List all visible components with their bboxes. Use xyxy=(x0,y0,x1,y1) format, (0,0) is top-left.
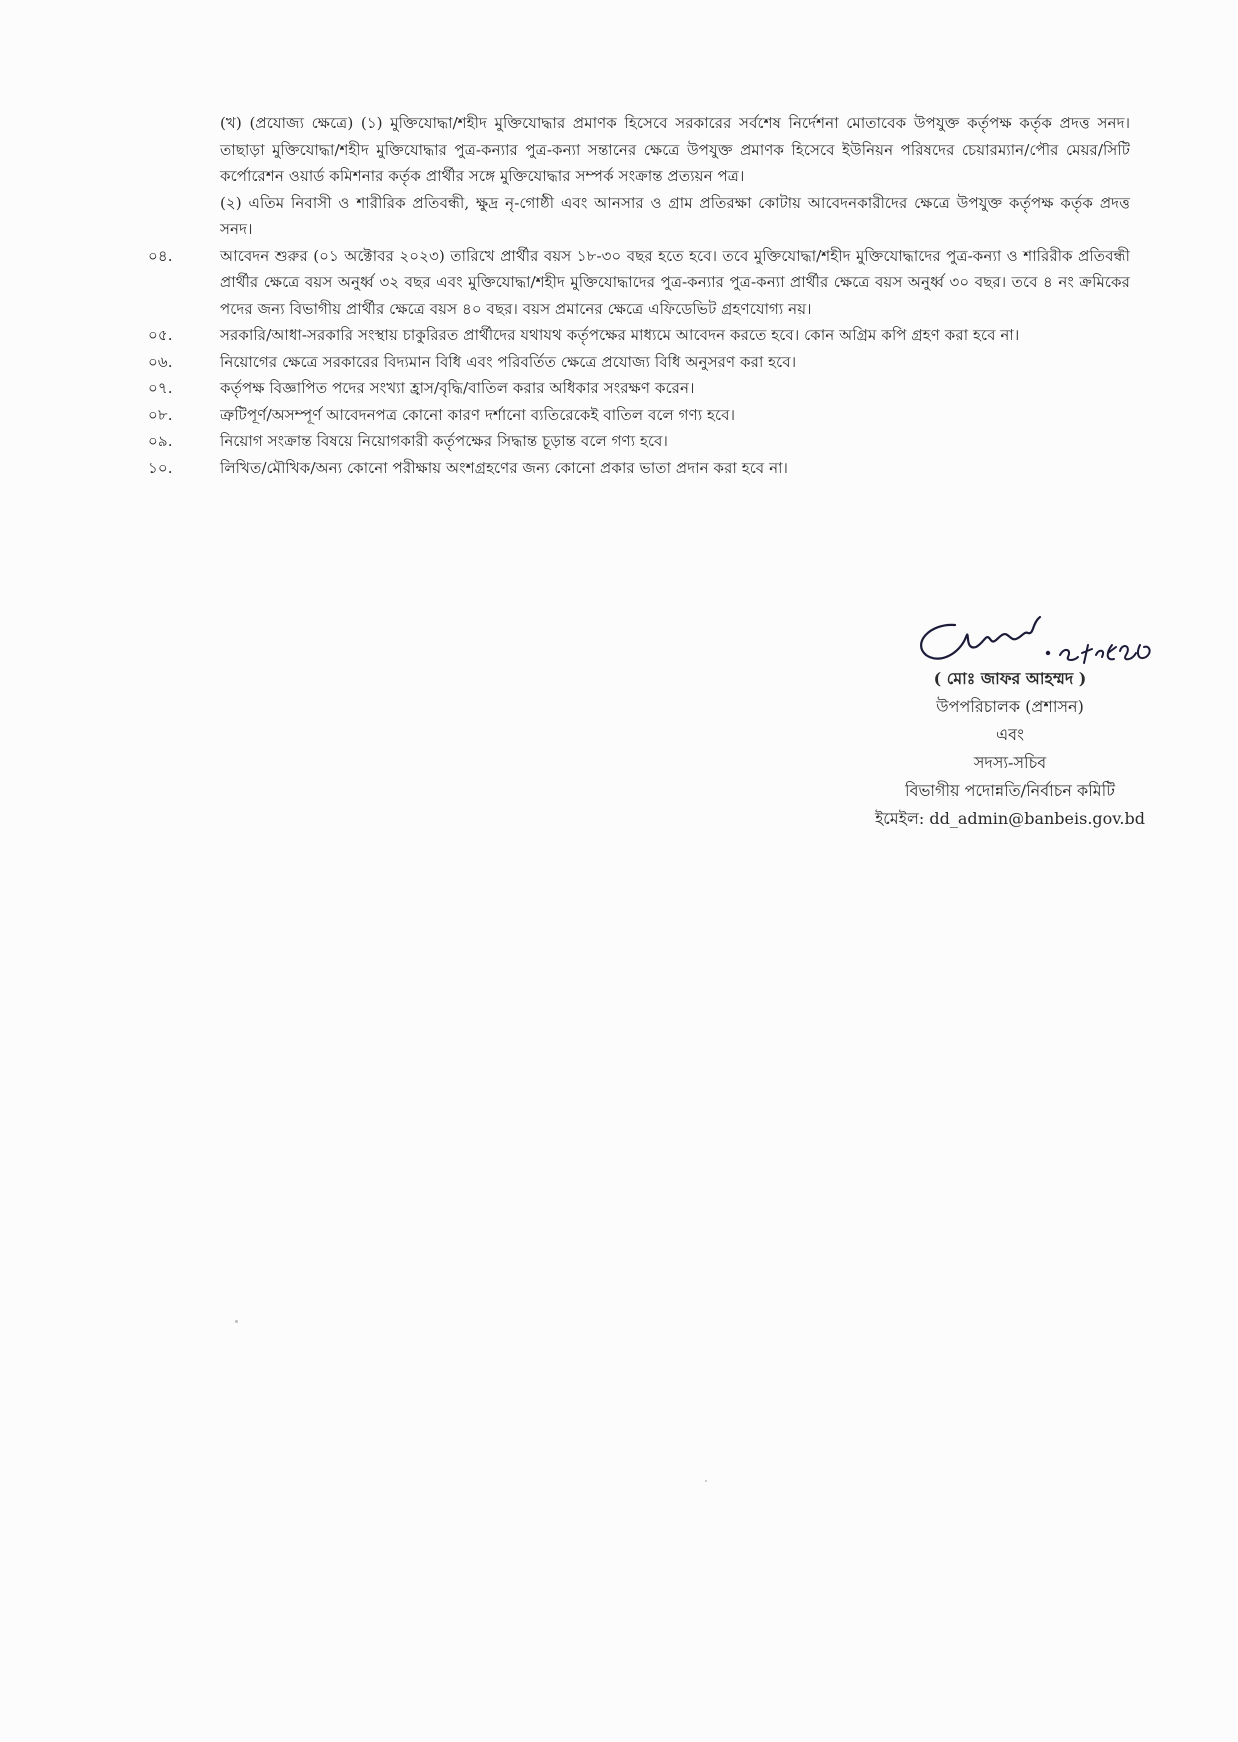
list-item xyxy=(0,402,1238,429)
list-item xyxy=(0,349,1238,376)
signatory-designation: উপপরিচালক (প্রশাসন) xyxy=(936,697,1084,716)
document-body xyxy=(0,110,1238,481)
list-item xyxy=(0,428,1238,455)
list-item xyxy=(0,455,1238,482)
intro-paragraph: (খ) (প্রযোজ্য ক্ষেত্রে) (১) মুক্তিযোদ্ধা/শহীদ মুক্তিযোদ্ধার প্রমাণক হিসেবে সরকারের সর্বশেষ নির্দেশনা মোতাবেক উপযুক্ত কর্তৃপক্ষ কর্তৃক প্রদত্ত সনদ। তাছাড়া মুক্তিযোদ্ধা/শহীদ মুক্তিযোদ্ধার পুত্র-কন্যার পুত্র-কন্যা সন্তানের ক্ষেত্রে উপযুক্ত প্রমাণক হিসেবে ইউনিয়ন পরিষদের চেয়ারম্যান/পৌর মেয়র/সিটি কর্পোরেশন ওয়ার্ড কমিশনার কর্তৃক প্রার্থীর সঙ্গে মুক্তিযোদ্ধার সম্পর্ক সংক্রান্ত প্রত্যয়ন পত্র। xyxy=(220,114,1130,185)
item-number: ০৭. xyxy=(148,379,173,397)
signatory-email: ইমেইল: dd_admin@banbeis.gov.bd xyxy=(874,809,1145,828)
signatory-role: সদস্য-সচিব xyxy=(973,753,1047,772)
signature-block xyxy=(780,595,1200,835)
item-number: ০৯. xyxy=(148,432,173,450)
item-number: ১০. xyxy=(148,458,173,477)
signatory-name: ( মোঃ জাফর আহম্মদ ) xyxy=(933,669,1087,688)
signatory-details xyxy=(780,665,1200,833)
intro-paragraph: (২) এতিম নিবাসী ও শারীরিক প্রতিবন্ধী, ক্ষুদ্র নৃ-গোষ্ঠী এবং আনসার ও গ্রাম প্রতিরক্ষা কোটায় আবেদনকারীদের ক্ষেত্রে উপযুক্ত কর্তৃপক্ষ কর্তৃক প্রদত্ত সনদ। xyxy=(220,193,1130,238)
list-item xyxy=(0,243,1238,323)
item-text: সরকারি/আধা-সরকারি সংস্থায় চাকুরিরত প্রার্থীদের যথাযথ কর্তৃপক্ষের মাধ্যমে আবেদন করতে হবে। কোন অগ্রিম কপি গ্রহণ করা হবে না। xyxy=(220,326,1020,344)
item-number: ০৫. xyxy=(148,326,173,344)
item-number: ০৬. xyxy=(148,352,173,371)
list-item xyxy=(0,322,1238,349)
list-item xyxy=(0,375,1238,402)
item-number: ০৮. xyxy=(148,405,173,424)
item-text: আবেদন শুরুর (০১ অক্টোবর ২০২৩) তারিখে প্রার্থীর বয়স ১৮-৩০ বছর হতে হবে। তবে মুক্তিযোদ্ধা/শহীদ মুক্তিযোদ্ধাদের পুত্র-কন্যা ও শারিরীক প্রতিবন্ধী প্রার্থীর ক্ষেত্রে বয়স অনুর্ধ্ব ৩২ বছর এবং মুক্তিযোদ্ধা/শহীদ মুক্তিযোদ্ধাদের পুত্র-কন্যার পুত্র-কন্যা প্রার্থীর ক্ষেত্রে বয়স অনুর্ধ্ব ৩০ বছর। তবে ৪ নং ক্রমিকের পদের জন্য বিভাগীয় প্রার্থীর ক্ষেত্রে বয়স ৪০ বছর। বয়স প্রমানের ক্ষেত্রে এফিডেভিট গ্রহণযোগ্য নয়। xyxy=(220,246,1130,318)
scan-speck xyxy=(705,1480,707,1482)
item-text: কর্তৃপক্ষ বিজ্ঞাপিত পদের সংখ্যা হ্রাস/বৃদ্ধি/বাতিল করার অধিকার সংরক্ষণ করেন। xyxy=(220,379,695,397)
item-text: নিয়োগের ক্ষেত্রে সরকারের বিদ্যমান বিধি এবং পরিবর্তিত ক্ষেত্রে প্রযোজ্য বিধি অনুসরণ করা হবে। xyxy=(220,352,797,371)
item-text: লিখিত/মৌখিক/অন্য কোনো পরীক্ষায় অংশগ্রহণের জন্য কোনো প্রকার ভাতা প্রদান করা হবে না। xyxy=(220,458,788,477)
signatory-committee: বিভাগীয় পদোন্নতি/নির্বাচন কমিটি xyxy=(905,781,1115,800)
signatory-conjunction: এবং xyxy=(996,725,1024,744)
item-text: ত্রুটিপূর্ণ/অসম্পূর্ণ আবেদনপত্র কোনো কারণ দর্শানো ব্যতিরেকেই বাতিল বলে গণ্য হবে। xyxy=(220,405,736,424)
scan-speck xyxy=(235,1320,238,1323)
item-text: নিয়োগ সংক্রান্ত বিষয়ে নিয়োগকারী কর্তৃপক্ষের সিদ্ধান্ত চূড়ান্ত বলে গণ্য হবে। xyxy=(220,432,668,450)
handwritten-signature xyxy=(900,595,1180,675)
item-number: ০৪. xyxy=(148,246,173,265)
